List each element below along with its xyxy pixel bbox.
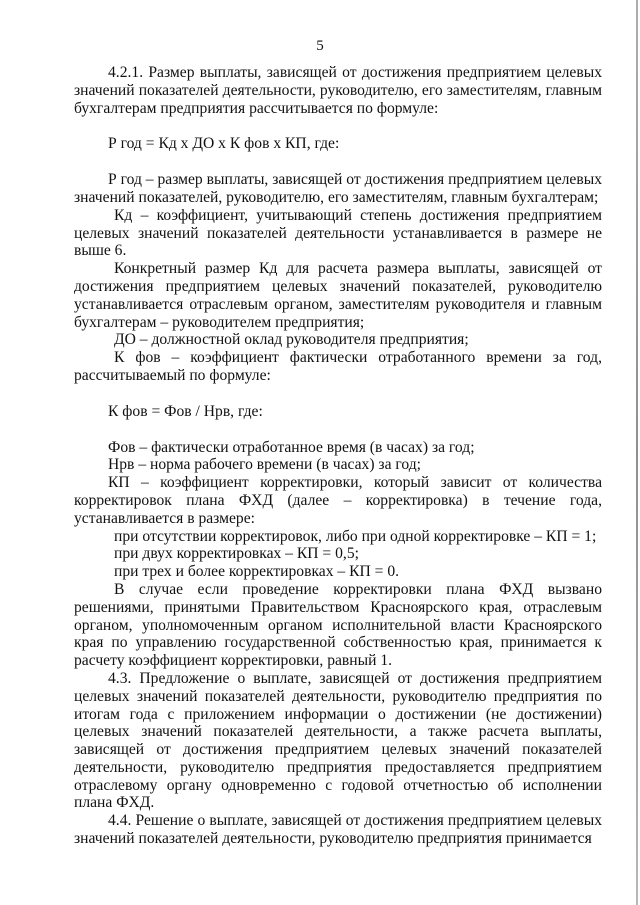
definition-kd: Кд – коэффициент, учитывающий степень достижения предприятием целевых значений показателей деятельности устанавливается в размере не выше 6. xyxy=(74,206,602,260)
paragraph-correction-exception: В случае если проведение корректировки плана ФХД вызвано решениями, принятыми Правительством Красноярского края, отраслевым органом, уполномоченным органом исполнительной власти Красноярского края по управлению государственной собственностью края, принимается к расчету коэффициент корректировки, равный 1. xyxy=(74,580,602,670)
document-body xyxy=(74,64,602,848)
definition-kp: КП – коэффициент корректировки, который зависит от количества корректировок плана ФХД (далее – корректировка) в течение года, устанавливается в размере: xyxy=(74,474,602,527)
paragraph-4-4: 4.4. Решение о выплате, зависящей от достижения предприятием целевых значений показателей деятельности, руководителю предприятия принимается xyxy=(74,812,602,848)
definition-nrv: Нрв – норма рабочего времени (в часах) за год; xyxy=(108,456,422,474)
kp-values-list xyxy=(74,528,602,581)
formula-p-god: Р год = Кд х ДО х К фов х КП, где: xyxy=(108,135,340,153)
scan-edge-shadow xyxy=(636,0,638,905)
definition-p-god: Р год – размер выплаты, зависящей от достижения предприятием целевых значений показателей, руководителю, его заместителям, главным бухгалтерам; xyxy=(74,171,602,206)
page-number: 5 xyxy=(316,38,324,54)
kp-value-item: при отсутствии корректировок, либо при одной корректировке – КП = 1; xyxy=(114,527,597,545)
paragraph-4-3: 4.3. Предложение о выплате, зависящей от достижения предприятием целевых значений показателей деятельности, руководителю предприятия по итогам года с приложением информации о достижении (не достижении) целевых значений показателей деятельности, а также расчета выплаты, зависящей от достижения предприятием целевых значений показателей деятельности, руководителю предприятия предоставляется предприятием отраслевому органу одновременно с годовой отчетностью об исполнении плана ФХД. xyxy=(74,669,602,812)
paragraph-kd-size: Конкретный размер Кд для расчета размера выплаты, зависящей от достижения предприятием целевых значений показателей, руководителю устанавливается отраслевым органом, заместителям руководителя и главным бухгалтерам – руководителем предприятия; xyxy=(74,260,602,331)
kp-value-item: при двух корректировках – КП = 0,5; xyxy=(114,545,359,563)
formula-k-fov: К фов = Фов / Нрв, где: xyxy=(108,402,263,420)
kp-value-item: при трех и более корректировках – КП = 0. xyxy=(114,563,400,581)
definition-do: ДО – должностной оклад руководителя предприятия; xyxy=(114,331,469,349)
definition-fov: Фов – фактически отработанное время (в часах) за год; xyxy=(108,438,475,456)
definition-k-fov: К фов – коэффициент фактически отработанного времени за год, рассчитываемый по формуле: xyxy=(74,349,602,384)
paragraph-4-2-1: 4.2.1. Размер выплаты, зависящей от достижения предприятием целевых значений показателей деятельности, руководителю, его заместителям, главным бухгалтерам предприятия рассчитывается по формуле: xyxy=(74,64,602,117)
